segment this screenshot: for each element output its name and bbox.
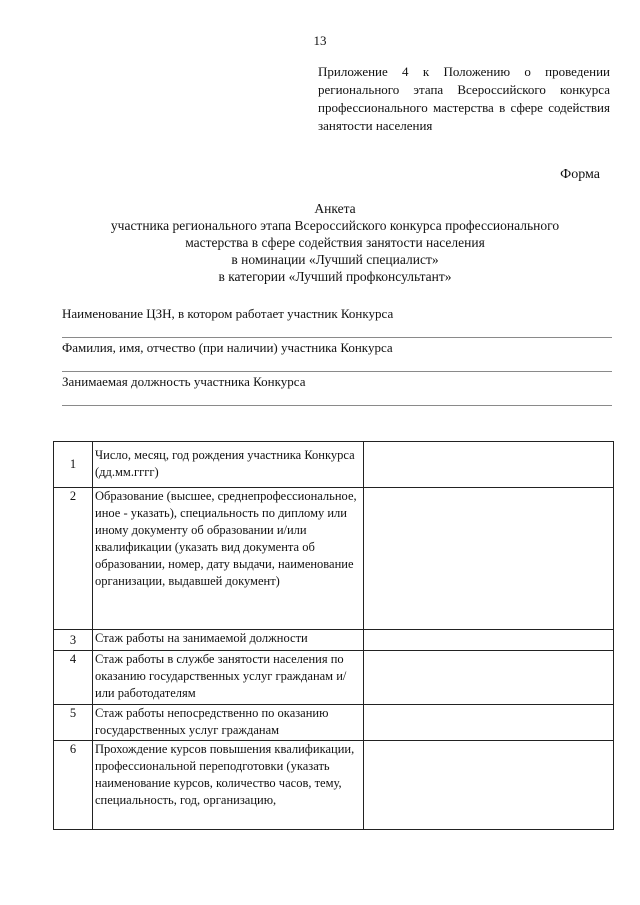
row-number: 2 — [54, 488, 93, 630]
question-cell: Стаж работы непосредственно по оказанию государственных услуг гражданам — [93, 705, 364, 741]
field-label: Наименование ЦЗН, в котором работает участник Конкурса — [62, 306, 394, 321]
fill-line[interactable] — [62, 371, 612, 372]
question-cell: Стаж работы на занимаемой должности — [93, 630, 364, 651]
title-line: Анкета — [314, 201, 356, 216]
field-label: Занимаемая должность участника Конкурса — [62, 374, 306, 389]
field-position — [62, 373, 612, 406]
form-label: Форма — [560, 167, 600, 182]
table-row — [54, 705, 614, 741]
answer-cell[interactable] — [364, 488, 614, 630]
table-row — [54, 442, 614, 488]
table-row — [54, 741, 614, 830]
answer-cell[interactable] — [364, 442, 614, 488]
fill-line[interactable] — [62, 405, 612, 406]
answer-cell[interactable] — [364, 651, 614, 705]
field-full-name — [62, 339, 612, 372]
title-line: мастерства в сфере содействия занятости населения — [185, 235, 485, 250]
question-cell: Прохождение курсов повышения квалификации, профессиональной переподготовки (указать наименование курсов, количество часов, тему, специальность, год, организацию, — [93, 741, 364, 830]
title-line: в номинации «Лучший специалист» — [231, 252, 439, 267]
question-cell: Число, месяц, год рождения участника Конкурса (дд.мм.гггг) — [93, 442, 364, 488]
questionnaire-table — [53, 441, 614, 830]
row-number: 1 — [54, 442, 93, 488]
table-row — [54, 651, 614, 705]
answer-cell[interactable] — [364, 705, 614, 741]
answer-cell[interactable] — [364, 630, 614, 651]
answer-cell[interactable] — [364, 741, 614, 830]
question-cell: Стаж работы в службе занятости населения по оказанию государственных услуг гражданам и/или работодателям — [93, 651, 364, 705]
table-row — [54, 488, 614, 630]
row-number: 6 — [54, 741, 93, 830]
form-title — [60, 200, 610, 285]
fill-line[interactable] — [62, 337, 612, 338]
appendix-note: Приложение 4 к Положению о проведении регионального этапа Всероссийского конкурса профессионального мастерства в сфере содействия занятости населения — [318, 64, 610, 133]
field-employment-center — [62, 305, 612, 338]
row-number: 4 — [54, 651, 93, 705]
table-row — [54, 630, 614, 651]
page-number: 13 — [313, 33, 327, 48]
field-label: Фамилия, имя, отчество (при наличии) участника Конкурса — [62, 340, 393, 355]
question-cell: Образование (высшее, среднепрофессиональное, иное - указать), специальность по диплому или иному документу об образовании и/или квалификации (указать вид документа об образовании, номер, дату выдачи, наименование организации, выдавшей документ) — [93, 488, 364, 630]
row-number: 5 — [54, 705, 93, 741]
row-number: 3 — [54, 630, 93, 651]
title-line: в категории «Лучший профконсультант» — [218, 269, 452, 284]
title-line: участника регионального этапа Всероссийского конкурса профессионального — [110, 218, 560, 233]
